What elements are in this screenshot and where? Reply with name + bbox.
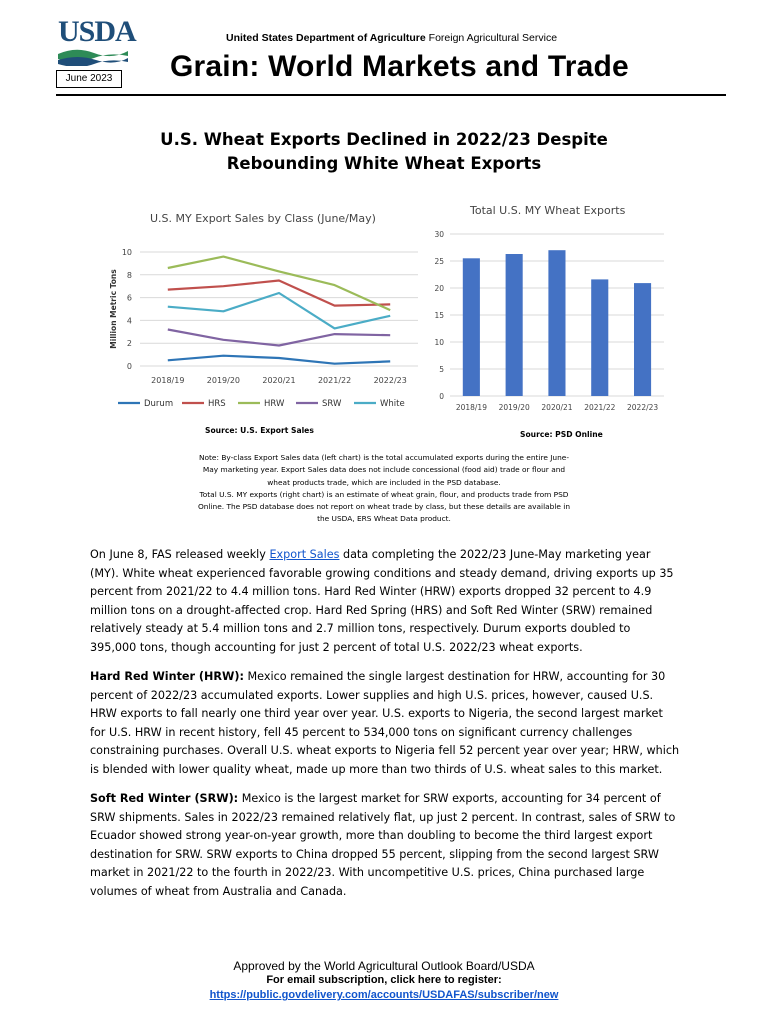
bar-chart: [420, 226, 670, 422]
bar-2018-19: [463, 258, 480, 396]
bar-chart-title: Total U.S. MY Wheat Exports: [470, 204, 626, 217]
note-line-4: Total U.S. MY exports (right chart) is an estimate of wheat grain, flour, and products trade from PSD: [199, 489, 569, 499]
legend-label-white: White: [380, 399, 405, 409]
hrw-text: Mexico remained the single largest destination for HRW, accounting for 30 percent of 2022/23 accumulated exports. Lower supplies and high U.S. prices, however, caused U.S. HRW exports to fall nearly one third year over year. U.S. exports to Nigeria, the second largest market for U.S. HRW in recent history, fell 45 percent to 534,000 tons on significant currency challenges constraining purchases. Overall U.S. wheat exports to Nigeria fell 52 percent year over year; HRW, which is blended with lower quality wheat, made up more than two thirds of U.S. wheat sales to this market.: [90, 670, 680, 776]
article-title-line-1: U.S. Wheat Exports Declined in 2022/23 Despite: [160, 130, 608, 149]
note-line-1: Note: By-class Export Sales data (left chart) is the total accumulated exports during the entire June-: [198, 453, 569, 462]
bar-chart-y-tick-30: 30: [434, 230, 444, 239]
line-chart-y-tick-6: 6: [126, 293, 132, 303]
line-chart-x-tick-2021-22: 2021/22: [317, 376, 352, 385]
page-title: Grain: World Markets and Trade: [170, 50, 629, 83]
bar-chart-x-tick-2019-20: 2019/20: [498, 403, 530, 412]
note-line-2: May marketing year. Export Sales data does not include concessional (food aid) trade or flour and: [202, 465, 566, 475]
p1-text-start: On June 8, FAS released weekly: [90, 548, 270, 561]
logo-wordmark: USDA: [58, 15, 136, 48]
logo-hills-icon: [58, 48, 128, 66]
srw-text: Mexico is the largest market for SRW exports, accounting for 34 percent of SRW shipments. Sales in 2022/23 remained relatively flat, up just 2 percent. In contrast, sales of SRW to Ecuador showed strong year-on-year growth, more than doubling to become the third largest export destination for SRW. SRW exports to China dropped 55 percent, slipping from the second largest SRW market in 2021/22 to the fourth in 2022/23. With uncompetitive U.S. prices, China purchased large volumes of wheat from Australia and Canada.: [90, 792, 676, 898]
article-title-line-2: Rebounding White Wheat Exports: [226, 154, 542, 173]
note-line-5: Online. The PSD database does not report on wheat trade by class, but these details are available in: [197, 502, 571, 512]
line-chart: [96, 234, 426, 420]
line-chart-source: Source: U.S. Export Sales: [205, 426, 314, 435]
line-chart-y-tick-10: 10: [121, 248, 132, 257]
agency-division: Foreign Agricultural Service: [425, 32, 558, 44]
article-title: [0, 128, 768, 176]
bar-2019-20: [506, 254, 523, 396]
note-line-3: wheat products trade, which are included in the PSD database.: [267, 477, 501, 487]
p1-text-end: data completing the 2022/23 June-May marketing year (MY). White wheat experienced favorable growing conditions and steady demand, driving exports up 35 percent from 2021/22 to 4.4 million tons. Hard Red Winter (HRW) exports dropped 32 percent to 4.9 million tons on a drought-affected crop. Hard Red Spring (HRS) and Soft Red Winter (SRW) remained relatively steady at 5.4 million tons and 2.7 million tons, respectively. Durum exports doubled to 395,000 tons, though accounting for just 2 percent of total U.S. 2022/23 wheat exports.: [90, 548, 674, 654]
srw-heading: Soft Red Winter (SRW):: [90, 792, 239, 805]
bar-chart-y-tick-20: 20: [434, 284, 444, 293]
usda-logo: [58, 15, 136, 66]
line-series-durum: [168, 356, 390, 364]
line-chart-x-tick-2019-20: 2019/20: [206, 376, 241, 385]
agency-name: United States Department of Agriculture: [226, 32, 426, 44]
legend-label-hrs: HRS: [208, 399, 226, 409]
bar-chart-y-tick-5: 5: [439, 365, 444, 374]
bar-chart-y-tick-10: 10: [434, 338, 444, 347]
chart-note: [170, 452, 598, 526]
line-chart-y-tick-4: 4: [126, 316, 132, 326]
bar-chart-source: Source: PSD Online: [520, 430, 603, 439]
legend-label-srw: SRW: [322, 399, 342, 409]
bar-chart-x-tick-2020-21: 2020/21: [541, 403, 573, 412]
line-chart-y-tick-2: 2: [126, 339, 132, 349]
line-chart-x-tick-2022-23: 2022/23: [373, 376, 407, 385]
bar-2022-23: [634, 283, 651, 396]
note-line-6: the USDA, ERS Wheat Data product.: [317, 514, 451, 524]
bar-2021-22: [591, 279, 608, 396]
footer-subscription-text: For email subscription, click here to register:: [266, 974, 502, 986]
bar-chart-x-tick-2021-22: 2021/22: [584, 403, 616, 412]
line-chart-x-tick-2020-21: 2020/21: [262, 376, 296, 385]
footer-approval: Approved by the World Agricultural Outlook Board/USDA: [233, 959, 535, 973]
legend-label-hrw: HRW: [264, 399, 285, 409]
paragraph-overview: [90, 546, 680, 658]
legend-label-durum: Durum: [144, 399, 174, 409]
bar-chart-y-tick-25: 25: [434, 257, 444, 266]
bar-2020-21: [548, 250, 565, 396]
subscription-link[interactable]: https://public.govdelivery.com/accounts/USDAFAS/subscriber/new: [209, 989, 559, 1001]
header-divider: [56, 94, 726, 96]
bar-chart-x-tick-2018-19: 2018/19: [455, 403, 487, 412]
line-chart-y-axis-title: Million Metric Tons: [109, 269, 118, 349]
export-sales-link[interactable]: Export Sales: [269, 548, 340, 561]
hrw-heading: Hard Red Winter (HRW):: [90, 670, 244, 683]
paragraph-hrw: [90, 668, 680, 780]
line-chart-title: U.S. MY Export Sales by Class (June/May): [150, 212, 376, 225]
bar-chart-y-tick-15: 15: [434, 311, 444, 320]
line-chart-x-tick-2018-19: 2018/19: [151, 376, 185, 385]
line-series-hrw: [168, 257, 390, 311]
publication-date: June 2023: [56, 70, 122, 88]
line-chart-y-tick-0: 0: [126, 362, 132, 371]
bar-chart-y-tick-0: 0: [439, 392, 444, 401]
footer: [0, 959, 768, 1002]
paragraph-srw: [90, 790, 680, 902]
line-chart-y-tick-8: 8: [126, 270, 132, 280]
line-series-white: [168, 293, 390, 328]
bar-chart-x-tick-2022-23: 2022/23: [627, 403, 659, 412]
agency-line: [226, 32, 557, 44]
